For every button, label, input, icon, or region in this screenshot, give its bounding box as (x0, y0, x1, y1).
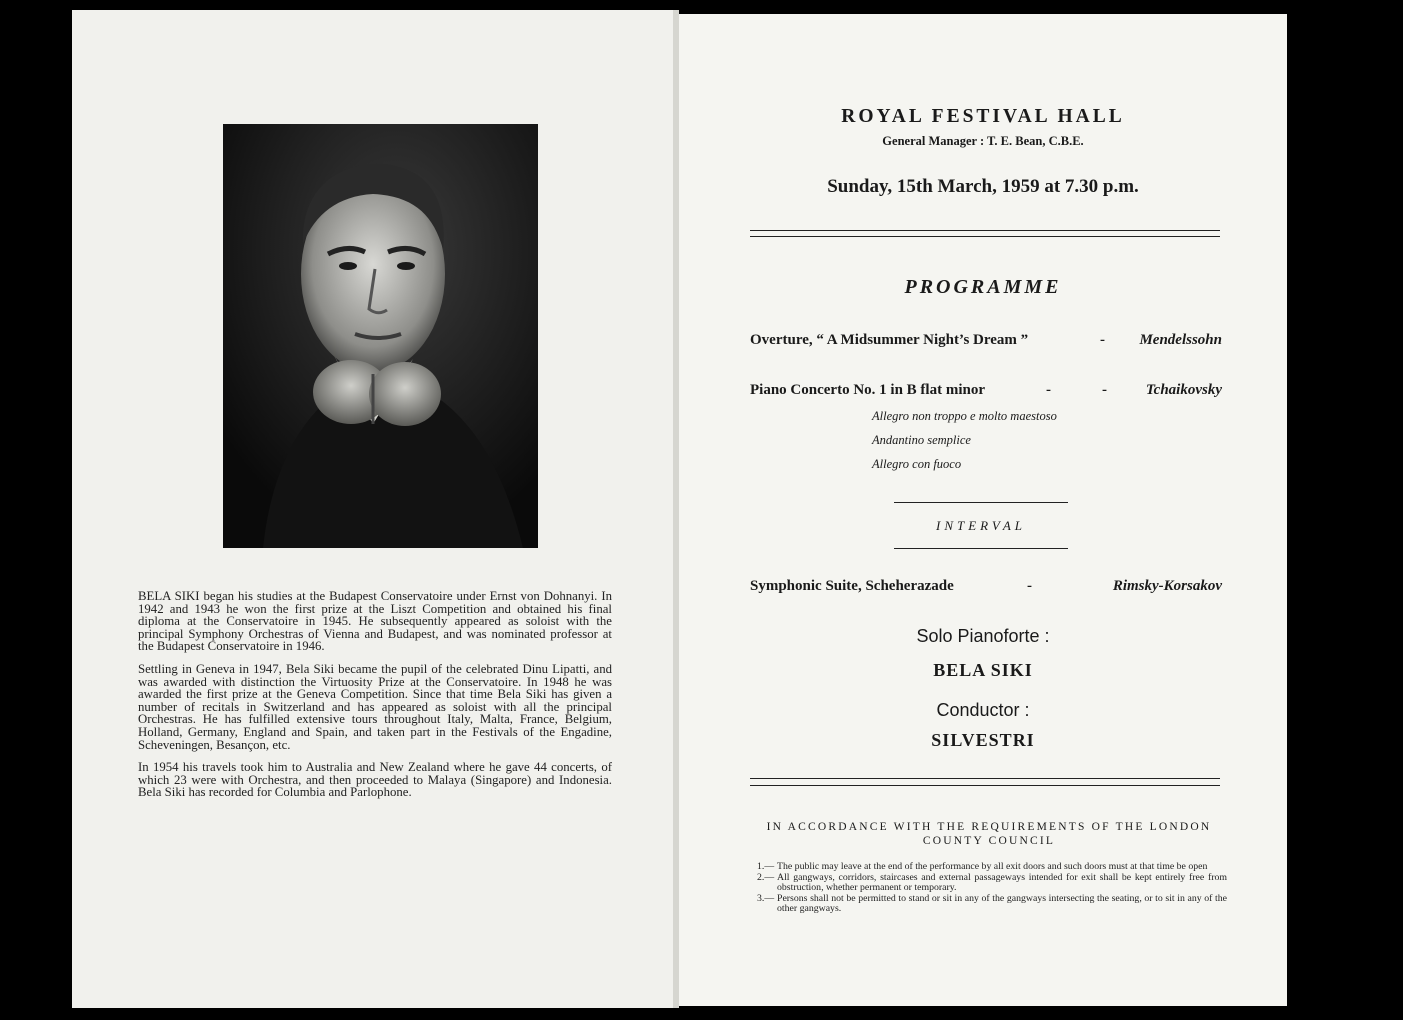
programme-title: PROGRAMME (904, 276, 1062, 298)
work-title: Symphonic Suite, Scheherazade (750, 578, 954, 594)
divider (750, 785, 1220, 786)
soloist-label: Solo Pianoforte : (916, 626, 1050, 646)
work-composer: Mendelssohn (1139, 332, 1222, 348)
work-row (750, 332, 1222, 349)
general-manager: General Manager : T. E. Bean, C.B.E. (882, 134, 1084, 148)
divider (750, 778, 1220, 779)
interval-label: INTERVAL (935, 518, 1027, 533)
left-page (72, 10, 673, 1008)
portrait-image (223, 124, 538, 548)
work-dash: - (1102, 382, 1107, 398)
notice-item (757, 862, 1227, 872)
movement: Allegro non troppo e molto maestoso (872, 409, 1057, 423)
notice-number: 2.— (757, 872, 775, 883)
work-dash: - (1046, 382, 1051, 398)
bio-paragraph: Settling in Geneva in 1947, Bela Siki became the pupil of the celebrated Dinu Lipatti, and was awarded with distinction the Virtuosity Prize at the Conservatoire. In 1948 he was awarded the first prize at the Geneva Competition. Since that time Bela Siki has given a number of recitals in Switzerland and has appeared as soloist with all the principal Orchestras. He has fulfilled extensive tours throughout Italy, Malta, France, Belgium, Holland, Germany, England and Spain, and taken part in the Festivals of the Engadine, Scheveningen, Besançon, etc. (138, 661, 612, 752)
right-page (679, 14, 1287, 1006)
movement: Allegro con fuoco (872, 457, 962, 471)
conductor-name: SILVESTRI (931, 730, 1035, 750)
venue-title: ROYAL FESTIVAL HALL (841, 106, 1125, 127)
work-title: Overture, “ A Midsummer Night’s Dream ” (750, 332, 1029, 348)
conductor-label: Conductor : (936, 700, 1030, 720)
notice-text: All gangways, corridors, staircases and external passageways intended for exit shall be kept entirely free from obstruction, whether permanent or temporary. (777, 872, 1227, 893)
divider (894, 548, 1068, 549)
work-title: Piano Concerto No. 1 in B flat minor (750, 382, 985, 398)
bio-paragraph: BELA SIKI began his studies at the Budapest Conservatoire under Ernst von Dohnanyi. In 1942 and 1943 he won the first prize at the Liszt Competition and obtained his final diploma at the Conservatoire in 1945. He subsequently appeared as soloist with the principal Symphony Orchestras of Vienna and Budapest, and was nominated professor at the Budapest Conservatoire in 1946. (138, 589, 612, 654)
notice-number: 3.— (757, 893, 775, 904)
divider (750, 236, 1220, 237)
notice-heading: IN ACCORDANCE WITH THE REQUIREMENTS OF THE LONDON COUNTY COUNCIL (766, 821, 1212, 847)
work-row (750, 578, 1222, 595)
movement: Andantino semplice (872, 433, 971, 447)
notice-item (757, 894, 1227, 914)
work-composer: Tchaikovsky (1145, 382, 1222, 398)
notice-item (757, 873, 1227, 893)
work-dash: - (1027, 578, 1032, 594)
biography (138, 590, 612, 809)
soloist-name: BELA SIKI (933, 660, 1033, 680)
divider (894, 502, 1068, 503)
concert-date: Sunday, 15th March, 1959 at 7.30 p.m. (827, 176, 1139, 197)
divider (750, 230, 1220, 231)
work-dash: - (1100, 332, 1105, 348)
portrait-photo (223, 124, 538, 548)
bio-paragraph: In 1954 his travels took him to Australia and New Zealand where he gave 44 concerts, of which 23 were with Orchestra, and then proceeded to Malaya (Singapore) and Indonesia. Bela Siki has recorded for Columbia and Parlophone. (138, 760, 612, 800)
work-row (750, 382, 1222, 399)
notice-text: The public may leave at the end of the performance by all exit doors and such doors must at that time be open (777, 861, 1208, 872)
notices-list (757, 862, 1227, 915)
work-composer: Rimsky-Korsakov (1112, 578, 1222, 594)
notice-number: 1.— (757, 861, 775, 872)
notice-text: Persons shall not be permitted to stand or sit in any of the gangways intersecting the seating, or to sit in any of the other gangways. (777, 893, 1227, 914)
